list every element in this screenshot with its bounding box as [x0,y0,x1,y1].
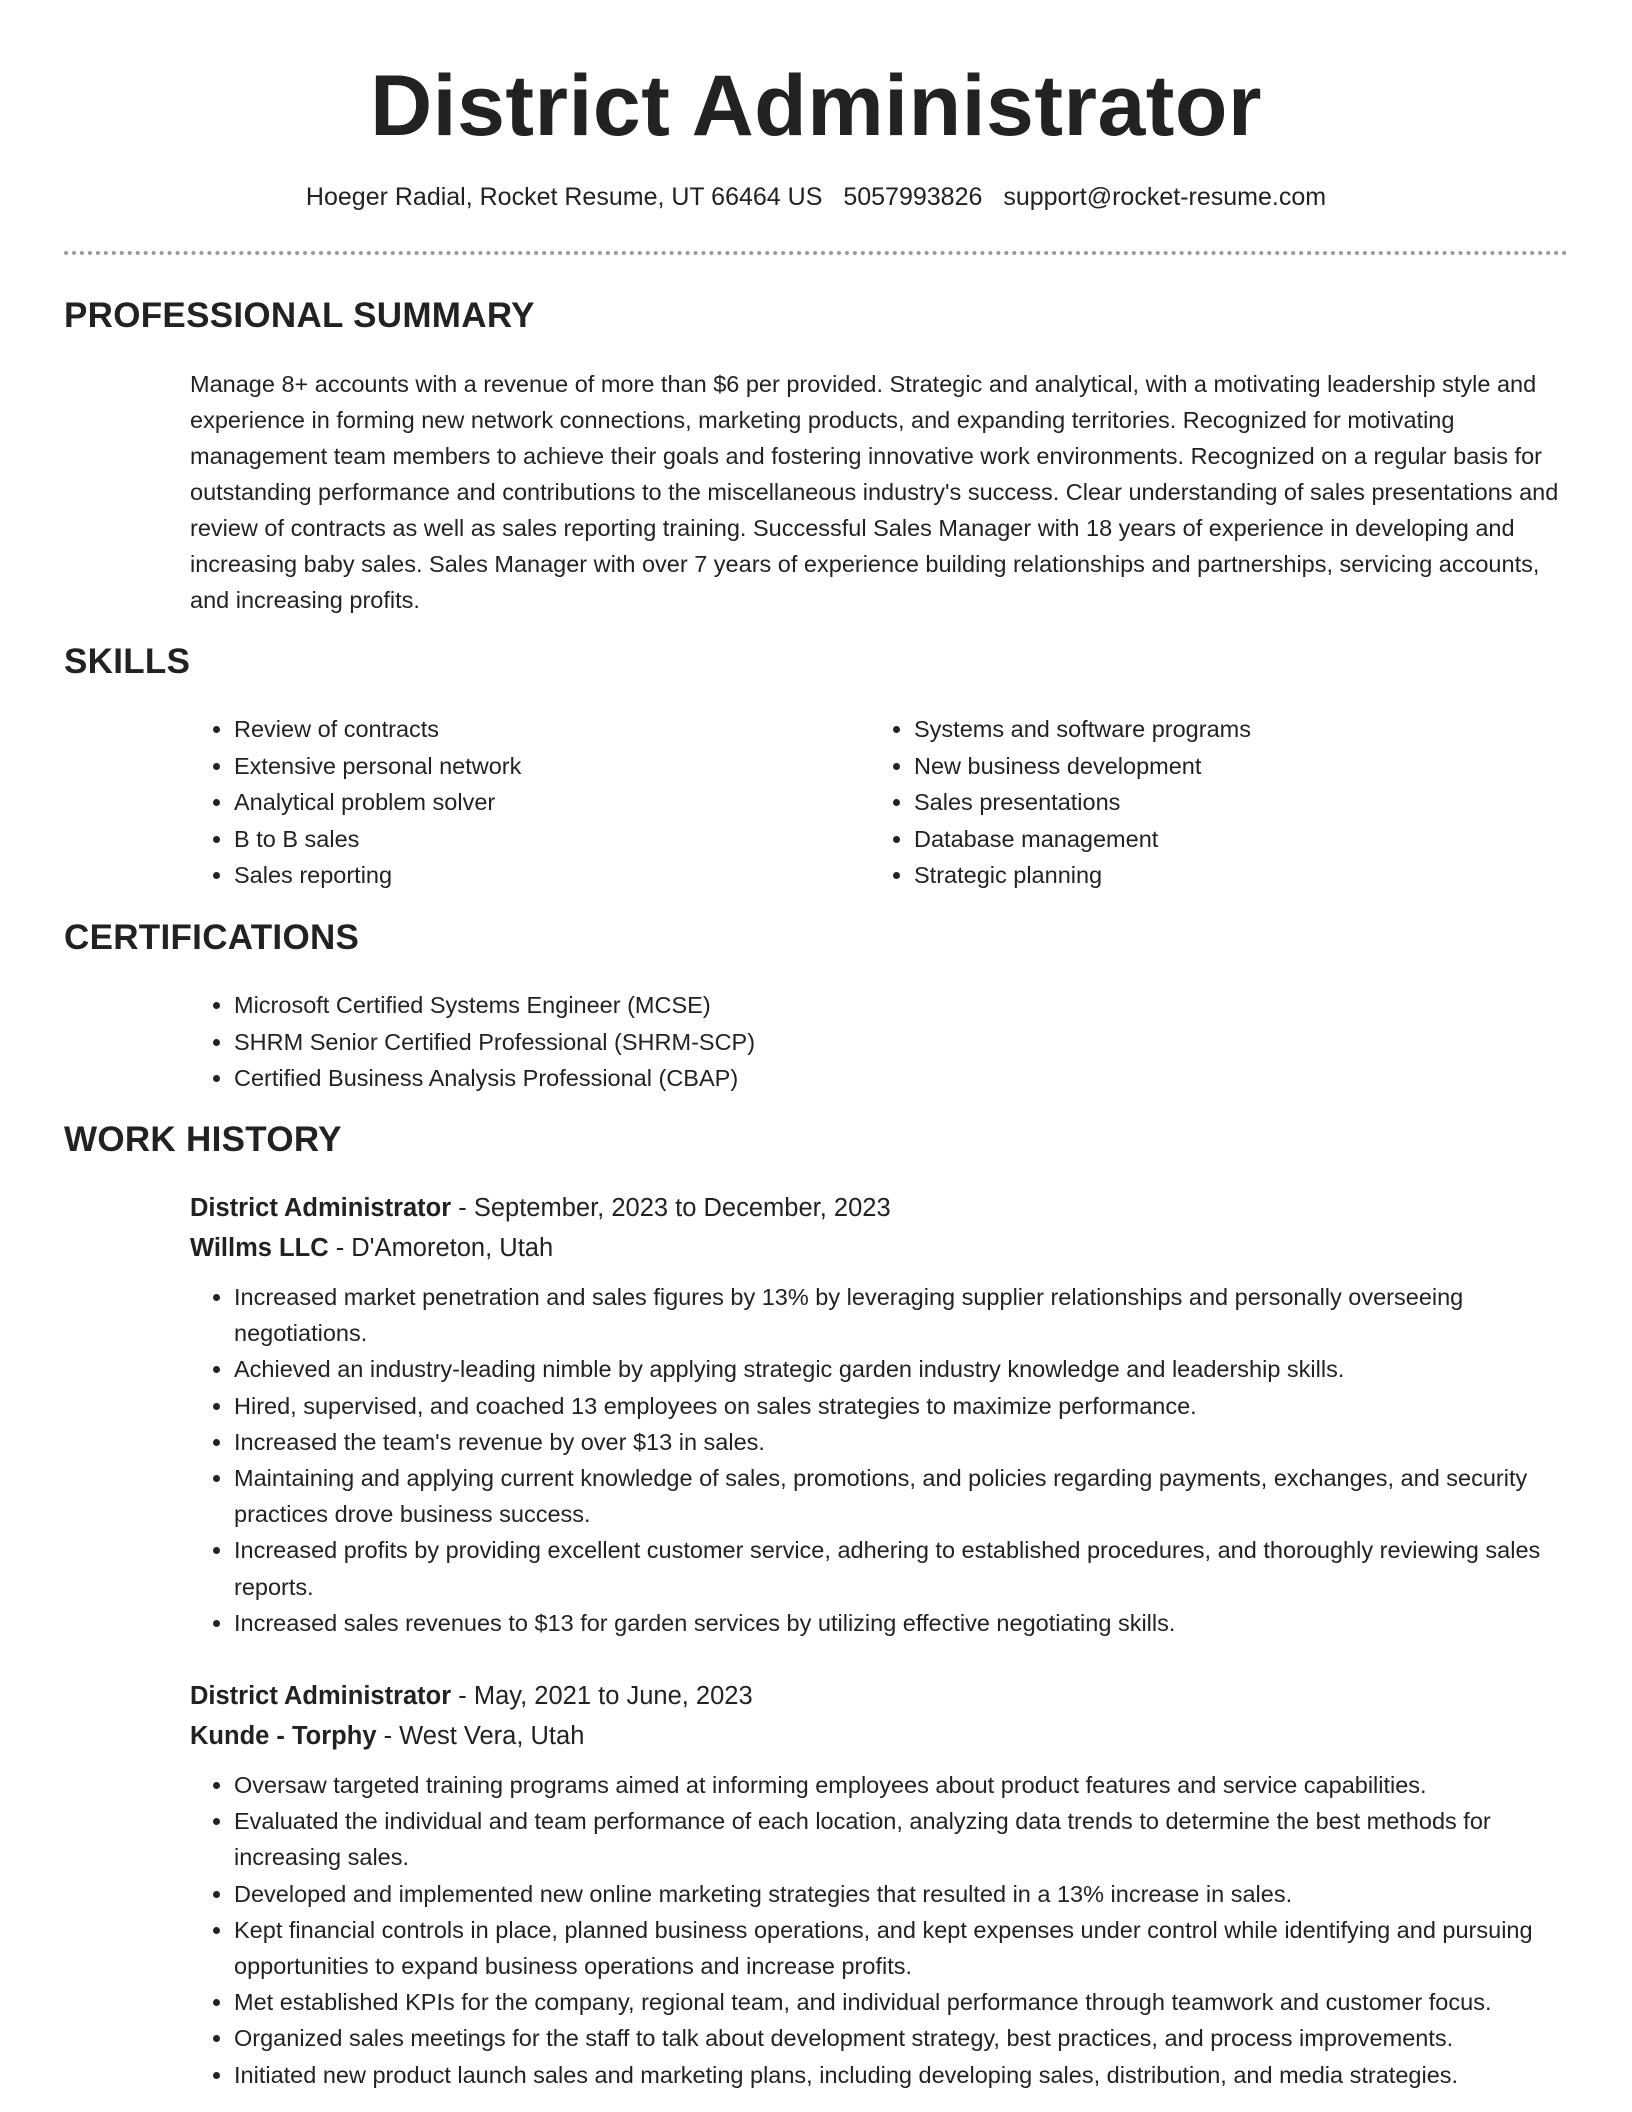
job-bullets [190,1767,1570,2093]
job-company-line [190,1716,1570,1756]
certification-item: • Microsoft Certified Systems Engineer (MCSE) [234,987,1570,1024]
job-company-line [190,1228,1570,1268]
job-title-line [190,1676,1570,1716]
job-bullet: • Maintaining and applying current knowledge of sales, promotions, and policies regarding payments, exchanges, and security practices drove business success. [234,1460,1570,1532]
section-title-summary: PROFESSIONAL SUMMARY [64,296,535,335]
job-location: - D'Amoreton, Utah [328,1234,554,1262]
job-bullet: • Organized sales meetings for the staff to talk about development strategy, best practices, and process improvements. [234,2020,1570,2056]
job-bullet: • Achieved an industry-leading nimble by applying strategic garden industry knowledge and leadership skills. [234,1351,1570,1387]
job-dates: - May, 2021 to June, 2023 [451,1682,753,1710]
section-title-skills: SKILLS [64,642,191,681]
section-title-work-history: WORK HISTORY [64,1120,342,1159]
job-company: Kunde - Torphy [190,1722,377,1750]
job-entry [190,1676,1570,2093]
job-bullet: • Initiated new product launch sales and marketing plans, including developing sales, distribution, and media strategies. [234,2057,1570,2093]
skill-item: • Sales presentations [914,784,1510,821]
job-bullet: • Oversaw targeted training programs aimed at informing employees about product features and service capabilities. [234,1767,1570,1803]
job-bullet: • Increased market penetration and sales figures by 13% by leveraging supplier relationships and personally overseeing negotiations. [234,1279,1570,1351]
job-title: District Administrator [190,1194,452,1222]
job-entry [190,1188,1570,1641]
skill-item: • Extensive personal network [234,748,830,785]
skill-item: • B to B sales [234,821,830,858]
skill-item: • New business development [914,748,1510,785]
job-bullet: • Increased sales revenues to $13 for garden services by utilizing effective negotiating skills. [234,1605,1570,1641]
contact-email: support@rocket-resume.com [1003,183,1327,211]
job-bullet: • Increased profits by providing excellent customer service, adhering to established procedures, and thoroughly reviewing sales reports. [234,1532,1570,1604]
certifications-list [190,987,1570,1097]
skill-item: • Sales reporting [234,857,830,894]
job-bullet: • Developed and implemented new online marketing strategies that resulted in a 13% increase in sales. [234,1876,1570,1912]
section-title-certifications: CERTIFICATIONS [64,918,360,957]
certification-item: • Certified Business Analysis Professional (CBAP) [234,1060,1570,1097]
contact-line [0,180,1632,214]
resume-header [0,0,1632,156]
job-bullets [190,1279,1570,1641]
header-divider [64,251,1568,255]
job-location: - West Vera, Utah [376,1722,585,1750]
professional-summary-text: Manage 8+ accounts with a revenue of more than $6 per provided. Strategic and analytical, with a motivating leadership style and experience in forming new network connections, marketing products, and expanding territories. Recognized for motivating management team members to achieve their goals and fostering innovative work environments. Recognized on a regular basis for outstanding performance and contributions to the miscellaneous industry's success. Clear understanding of sales presentations and review of contracts as well as sales reporting training. Successful Sales Manager with 18 years of experience in developing and increasing baby sales. Sales Manager with over 7 years of experience building relationships and partnerships, servicing accounts, and increasing profits. [190,371,1559,613]
job-title: District Administrator [190,1682,452,1710]
contact-address: Hoeger Radial, Rocket Resume, UT 66464 US [305,183,823,211]
contact-phone: 5057993826 [843,183,983,211]
skill-item: • Strategic planning [914,857,1510,894]
skills-column-right [870,711,1510,894]
skill-item: • Database management [914,821,1510,858]
skills-column-left [190,711,830,894]
job-company: Willms LLC [190,1234,329,1262]
certification-item: • SHRM Senior Certified Professional (SHRM-SCP) [234,1024,1570,1061]
skill-item: • Analytical problem solver [234,784,830,821]
job-bullet: • Evaluated the individual and team performance of each location, analyzing data trends to determine the best methods for increasing sales. [234,1803,1570,1875]
job-title-line [190,1188,1570,1228]
job-bullet: • Met established KPIs for the company, regional team, and individual performance through teamwork and customer focus. [234,1984,1570,2020]
job-bullet: • Hired, supervised, and coached 13 employees on sales strategies to maximize performance. [234,1388,1570,1424]
job-dates: - September, 2023 to December, 2023 [451,1194,891,1222]
skill-item: • Review of contracts [234,711,830,748]
skill-item: • Systems and software programs [914,711,1510,748]
job-bullet: • Kept financial controls in place, planned business operations, and kept expenses under control while identifying and pursuing opportunities to expand business operations and increase profits. [234,1912,1570,1984]
candidate-name: District Administrator [370,58,1262,154]
job-bullet: • Increased the team's revenue by over $13 in sales. [234,1424,1570,1460]
